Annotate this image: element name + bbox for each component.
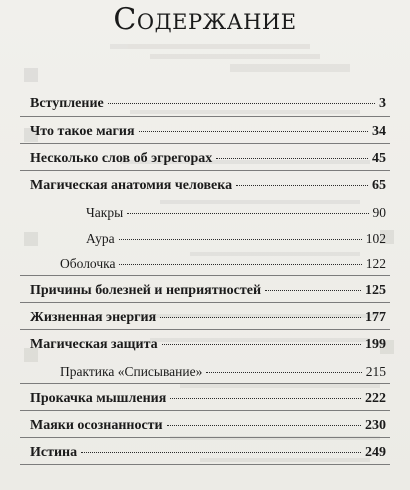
toc-entry-title: Чакры [86, 205, 124, 220]
toc-entry-title: Оболочка [60, 256, 116, 271]
divider [20, 437, 390, 438]
divider [20, 464, 390, 465]
divider [20, 383, 390, 384]
toc-entry-page: 199 [365, 337, 386, 352]
toc-entry-title: Аура [86, 231, 115, 246]
toc-entry-page: 45 [372, 151, 386, 166]
divider [20, 410, 390, 411]
toc-entry-title: Жизненная энергия [30, 310, 157, 325]
dot-leader [170, 398, 361, 399]
dot-leader [162, 344, 361, 345]
toc-subentry[interactable] [60, 256, 386, 272]
dot-leader [119, 264, 361, 265]
toc-entry-page: 34 [372, 124, 386, 139]
divider [20, 302, 390, 303]
toc-entry-page: 215 [365, 364, 386, 379]
toc-entry-page: 65 [372, 178, 386, 193]
dot-leader [216, 158, 368, 159]
dot-leader [81, 452, 361, 453]
toc-entry[interactable] [30, 391, 386, 407]
dot-leader [119, 239, 362, 240]
dot-leader [160, 317, 361, 318]
dot-leader [108, 103, 375, 104]
toc-entry-page: 122 [365, 256, 386, 271]
toc-entry-title: Практика «Списывание» [60, 364, 203, 379]
toc-entry[interactable] [30, 337, 386, 353]
divider [20, 329, 390, 330]
dot-leader [236, 185, 368, 186]
divider [20, 116, 390, 117]
toc-subentry[interactable] [86, 205, 386, 221]
divider [20, 170, 390, 171]
toc-entry[interactable] [30, 96, 386, 112]
toc-entry-page: 90 [372, 205, 386, 220]
toc-entry-title: Магическая защита [30, 337, 158, 352]
dot-leader [206, 372, 361, 373]
dot-leader [265, 290, 361, 291]
toc-entry-title: Причины болезней и неприятностей [30, 283, 262, 298]
toc-entry-page: 177 [365, 310, 386, 325]
toc-entry[interactable] [30, 283, 386, 299]
toc-entry-page: 230 [365, 418, 386, 433]
toc-entry[interactable] [30, 418, 386, 434]
toc-entry-page: 102 [365, 231, 386, 246]
toc-entry-title: Маяки осознанности [30, 418, 163, 433]
divider [20, 143, 390, 144]
toc-entry-title: Несколько слов об эгрегорах [30, 151, 213, 166]
toc-entry[interactable] [30, 124, 386, 140]
dot-leader [127, 213, 368, 214]
toc-entry[interactable] [30, 310, 386, 326]
toc-subentry[interactable] [86, 231, 386, 247]
toc-entry-title: Истина [30, 445, 78, 460]
toc-entry-title: Магическая анатомия человека [30, 178, 233, 193]
toc-entry-page: 249 [365, 445, 386, 460]
toc-entry[interactable] [30, 151, 386, 167]
toc-entry-title: Прокачка мышления [30, 391, 167, 406]
page-title: Содержание [113, 2, 297, 37]
dot-leader [167, 425, 361, 426]
toc-entry-page: 3 [379, 96, 386, 111]
dot-leader [139, 131, 368, 132]
toc-entry-title: Что такое магия [30, 124, 135, 139]
toc-entry-page: 222 [365, 391, 386, 406]
toc-entry[interactable] [30, 445, 386, 461]
toc-entry[interactable] [30, 178, 386, 194]
toc-entry-page: 125 [365, 283, 386, 298]
toc-entry-title: Вступление [30, 96, 104, 111]
toc-subentry[interactable] [60, 364, 386, 380]
divider [20, 275, 390, 276]
